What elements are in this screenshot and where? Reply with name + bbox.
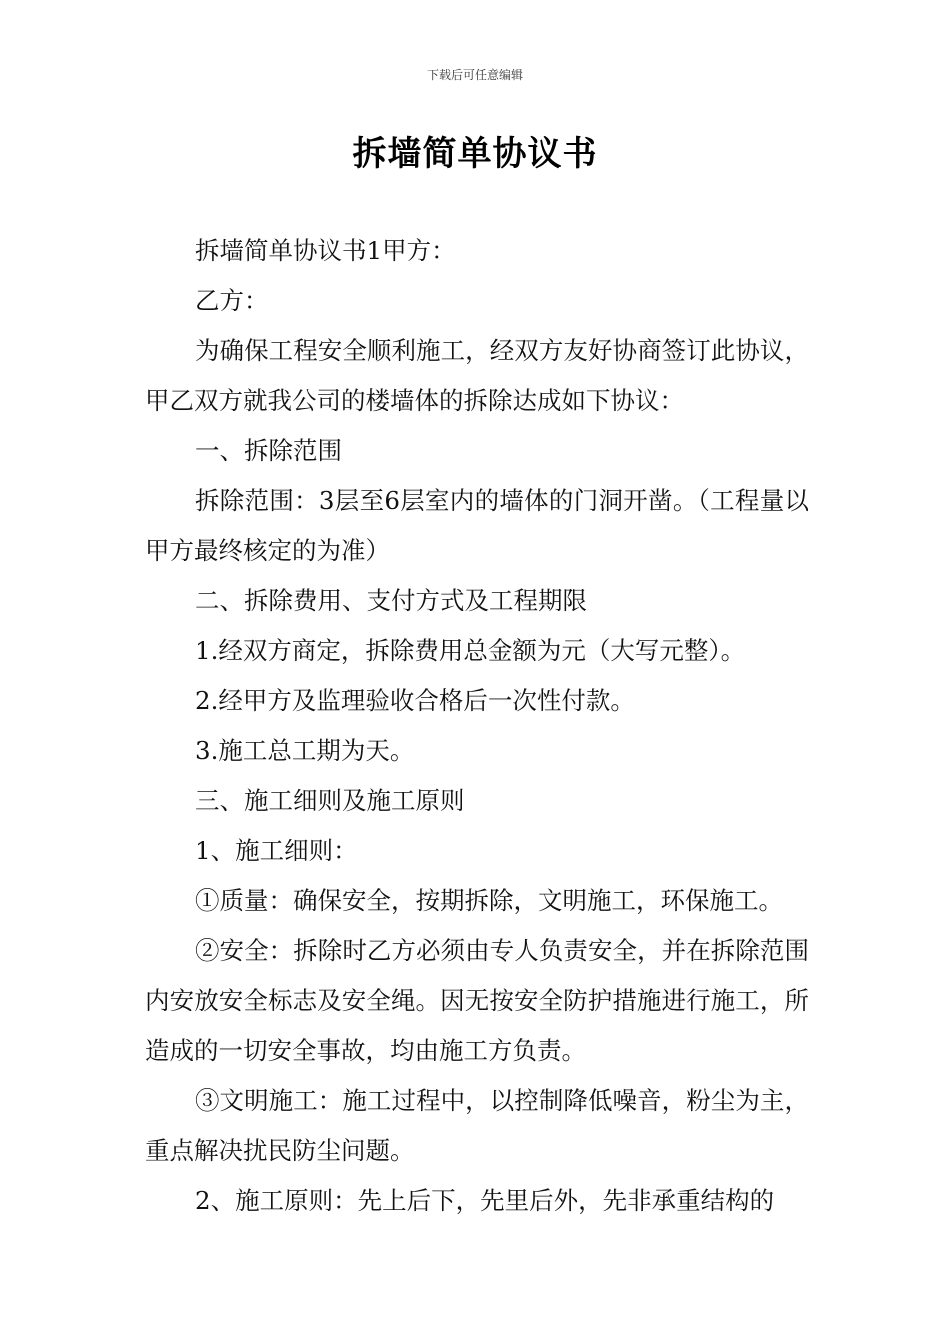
subheading-construction-rules: 1、施工细则： [195,836,358,865]
header-note: 下载后可任意编辑 [426,68,523,82]
section-heading-scope: 一、拆除范围 [195,436,342,465]
paragraph-quality: ①质量：确保安全，按期拆除，文明施工，环保施工。 [195,886,783,915]
paragraph-scope: 拆除范围：3层至6层室内的墙体的门洞开凿。（工程量以甲方最终核定的为准） [145,486,809,565]
paragraph-duration: 3.施工总工期为天。 [195,736,415,765]
document-title: 拆墙简单协议书 [352,134,598,174]
paragraph-party-b: 乙方： [195,286,269,315]
paragraph-civilized-construction: ③文明施工：施工过程中，以控制降低噪音，粉尘为主，重点解决扰民防尘问题。 [145,1086,809,1165]
section-heading-fees: 二、拆除费用、支付方式及工程期限 [195,586,587,615]
paragraph-intro: 拆墙简单协议书1甲方： [195,236,456,265]
paragraph-fee-amount: 1.经双方商定，拆除费用总金额为元（大写元整）。 [195,636,746,665]
paragraph-payment: 2.经甲方及监理验收合格后一次性付款。 [195,686,635,715]
document-body [145,226,809,1226]
paragraph-safety: ②安全：拆除时乙方必须由专人负责安全，并在拆除范围内安放安全标志及安全绳。因无按安全防护措施进行施工，所造成的一切安全事故，均由施工方负责。 [145,936,809,1065]
paragraph-construction-principle: 2、施工原则：先上后下，先里后外，先非承重结构的 [195,1186,775,1215]
paragraph-purpose: 为确保工程安全顺利施工，经双方友好协商签订此协议，甲乙双方就我公司的楼墙体的拆除达成如下协议： [145,336,809,415]
section-heading-rules: 三、施工细则及施工原则 [195,786,465,815]
